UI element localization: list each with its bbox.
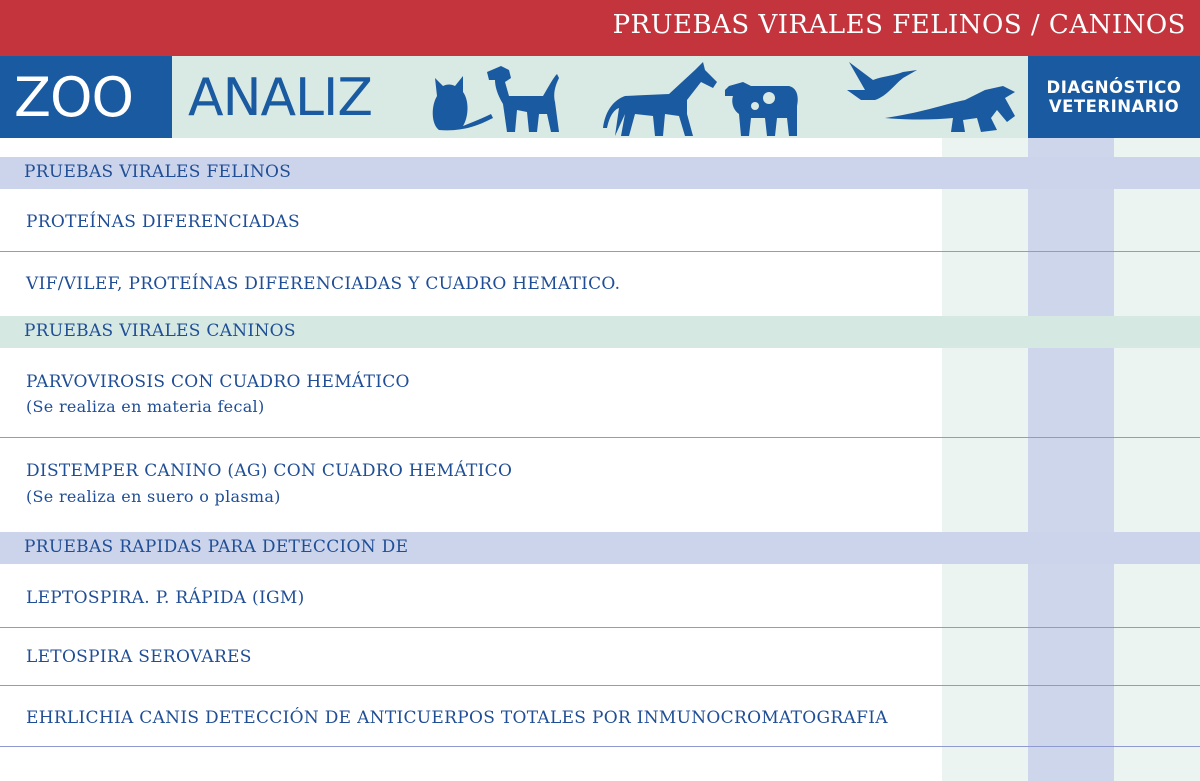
cat-icon [433, 76, 493, 130]
lizard-icon [885, 86, 1015, 132]
table-row-note: (Se realiza en suero o plasma) [26, 487, 281, 506]
section-title: PRUEBAS VIRALES CANINOS [24, 321, 296, 341]
row-divider [0, 685, 1200, 686]
row-divider [0, 627, 1200, 628]
tagline-line2: VETERINARIO [1048, 97, 1180, 116]
section-header-felinos [0, 157, 1200, 189]
table-row-label: LEPTOSPIRA. P. RÁPIDA (IGM) [26, 588, 305, 608]
table-row-note: (Se realiza en materia fecal) [26, 397, 265, 416]
logo-zoo-text: ZOO [14, 66, 134, 129]
table-row-label: DISTEMPER CANINO (AG) CON CUADRO HEMÁTICO [26, 461, 513, 481]
section-title: PRUEBAS VIRALES FELINOS [24, 162, 292, 182]
row-divider [0, 746, 1200, 747]
horse-icon [603, 62, 717, 136]
table-row-label: LETOSPIRA SEROVARES [26, 647, 252, 667]
top-banner [0, 0, 1200, 56]
dog-icon [487, 66, 559, 132]
row-divider [0, 437, 1200, 438]
section-header-caninos [0, 316, 1200, 348]
table-row-label: VIF/VILEF, PROTEÍNAS DIFERENCIADAS Y CUADRO HEMATICO. [26, 274, 621, 294]
banner-title: PRUEBAS VIRALES FELINOS / CANINOS [612, 10, 1186, 40]
logo-band [0, 56, 1200, 138]
section-header-rapidas [0, 532, 1200, 564]
cow-icon [725, 82, 798, 136]
row-divider [0, 251, 1200, 252]
animal-silhouettes [425, 56, 1025, 138]
table-row-label: PARVOVIROSIS CON CUADRO HEMÁTICO [26, 372, 410, 392]
logo-analiz-text: ANALIZ [188, 68, 372, 128]
hummingbird-icon [847, 62, 917, 100]
table-row-label: EHRLICHIA CANIS DETECCIÓN DE ANTICUERPOS TOTALES POR INMUNOCROMATOGRAFIA [26, 708, 888, 728]
tagline-box [1028, 56, 1200, 138]
table-row-label: PROTEÍNAS DIFERENCIADAS [26, 212, 300, 232]
section-title: PRUEBAS RAPIDAS PARA DETECCION DE [24, 537, 409, 557]
tagline-line1: DIAGNÓSTICO [1046, 78, 1182, 97]
logo-zoo-box [0, 56, 172, 138]
